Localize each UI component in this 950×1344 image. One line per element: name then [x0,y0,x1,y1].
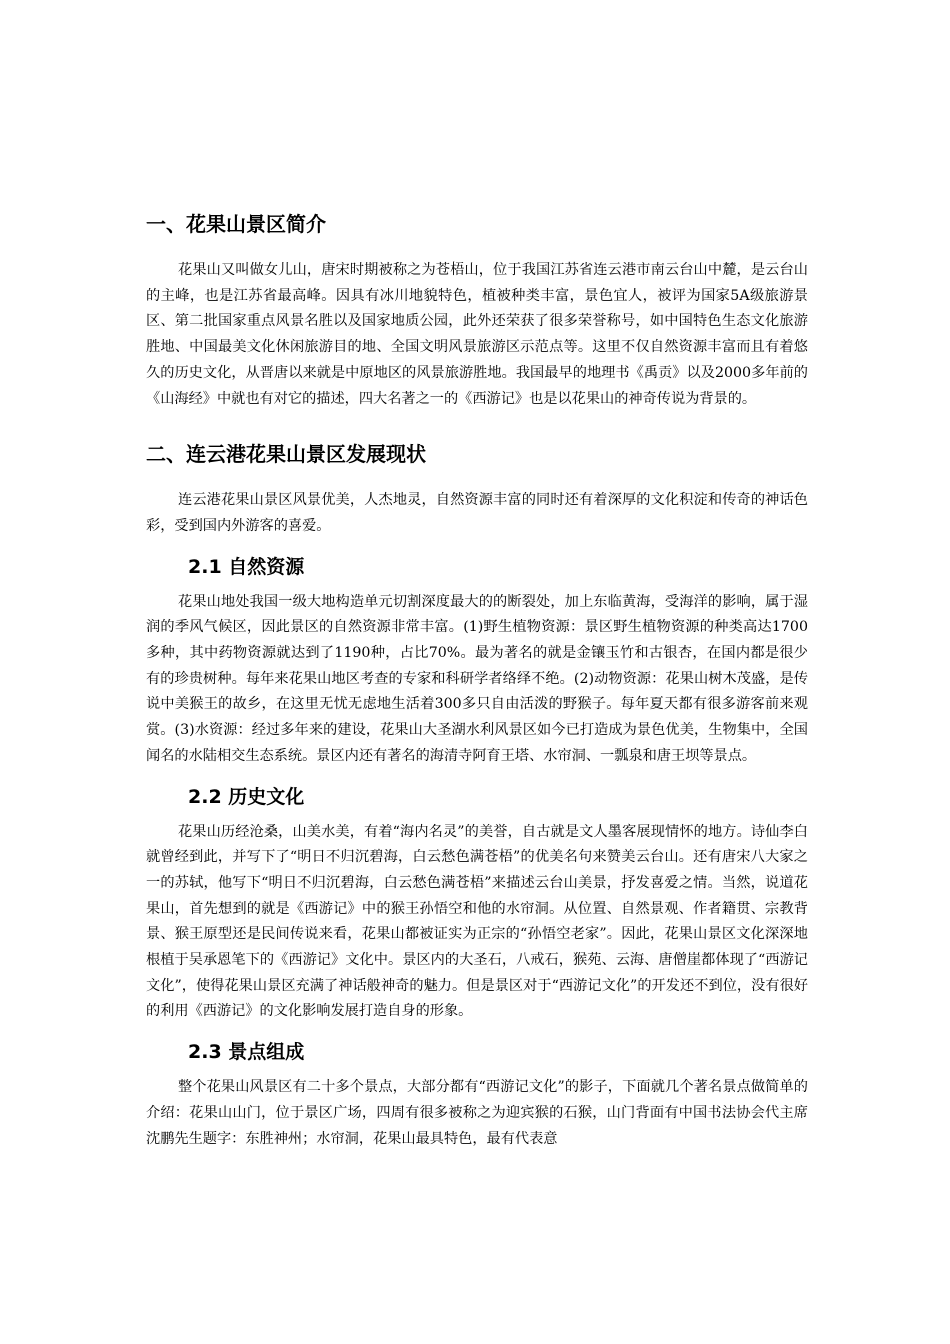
attractions-paragraph: 整个花果山风景区有二十多个景点，大部分都有“西游记文化”的影子，下面就几个著名景点做简单的介绍：花果山山门，位于景区广场，四周有很多被称之为迎宾猴的石猴，山门背面有中国书法协会代主席沈鹏先生题字：东胜神州；水帘洞，花果山最具特色，最有代表意 [146,1079,808,1147]
document-body [146,206,808,1152]
subsection-heading-natural-resources: 2.1 自然资源 [188,555,305,578]
natural-resources-paragraph: 花果山地处我国一级大地构造单元切割深度最大的的断裂处，加上东临黄海，受海洋的影响，属于湿润的季风气候区，因此景区的自然资源非常丰富。(1)野生植物资源：景区野生植物资源的种类高达1700多种，其中药物资源就达到了1190种，占比70%。最为著名的就是金镶玉竹和古银杏，在国内都是很少有的珍贵树种。每年来花果山地区考查的专家和科研学者络绎不绝。(2)动物资源：花果山树木茂盛，是传说中美猴王的故乡，在这里无忧无虑地生活着300多只自由活泼的野猴子。每年夏天都有很多游客前来观赏。(3)水资源：经过多年来的建设，花果山大圣湖水利风景区如今已打造成为景色优美，生物集中，全国闻名的水陆相交生态系统。景区内还有著名的海清寺阿育王塔、水帘洞、一瓢泉和唐王坝等景点。 [146,593,808,764]
intro-paragraph: 花果山又叫做女儿山，唐宋时期被称之为苍梧山，位于我国江苏省连云港市南云台山中麓，是云台山的主峰，也是江苏省最高峰。因具有冰川地貌特色，植被种类丰富，景色宜人，被评为国家5A级旅游景区、第二批国家重点风景名胜以及国家地质公园，此外还荣获了很多荣誉称号，如中国特色生态文化旅游胜地、中国最美文化休闲旅游目的地、全国文明风景旅游区示范点等。这里不仅自然资源丰富而且有着悠久的历史文化，从晋唐以来就是中原地区的风景旅游胜地。我国最早的地理书《禹贡》以及2000多年前的《山海经》中就也有对它的描述，四大名著之一的《西游记》也是以花果山的神奇传说为背景的。 [146,262,808,407]
subsection-heading-attractions: 2.3 景点组成 [188,1041,305,1064]
history-culture-paragraph: 花果山历经沧桑，山美水美，有着“海内名灵”的美誉，自古就是文人墨客展现情怀的地方。诗仙李白就曾经到此，并写下了“明日不归沉碧海，白云愁色满苍梧”的优美名句来赞美云台山。还有唐宋八大家之一的苏轼，他写下“明日不归沉碧海，白云愁色满苍梧”来描述云台山美景，抒发喜爱之情。当然，说道花果山，首先想到的就是《西游记》中的猴王孙悟空和他的水帘洞。从位置、自然景观、作者籍贯、宗教背景、猴王原型还是民间传说来看，花果山都被证实为正宗的“孙悟空老家”。因此，花果山景区文化深深地根植于吴承恩笔下的《西游记》文化中。景区内的大圣石，八戒石，猴苑、云海、唐僧崖都体现了“西游记文化”，使得花果山景区充满了神话般神奇的魅力。但是景区对于“西游记文化”的开发还不到位，没有很好的利用《西游记》的文化影响发展打造自身的形象。 [146,823,808,1020]
section-heading-status: 二、连云港花果山景区发展现状 [146,442,426,467]
subsection-heading-history-culture: 2.2 历史文化 [188,785,305,808]
status-paragraph: 连云港花果山景区风景优美，人杰地灵，自然资源丰富的同时还有着深厚的文化积淀和传奇的神话色彩，受到国内外游客的喜爱。 [146,492,808,534]
section-heading-intro: 一、花果山景区简介 [146,212,326,236]
